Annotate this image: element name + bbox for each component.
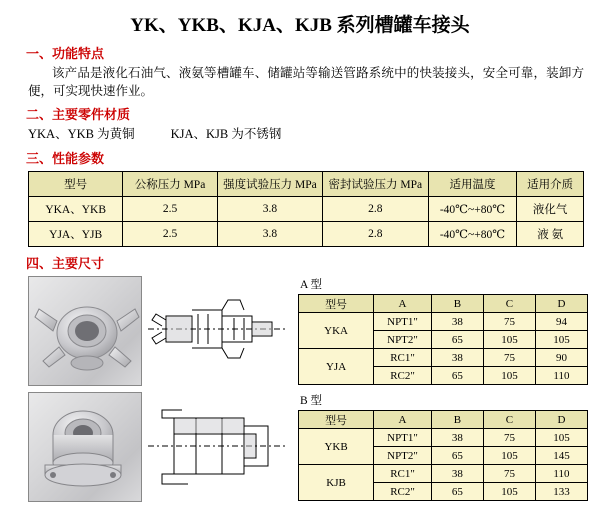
dim-b-cell: NPT1" (374, 429, 432, 447)
dim-a-cell: 110 (535, 367, 587, 385)
dim-b-cell: 75 (483, 465, 535, 483)
dim-b-model-cell: KJB (299, 465, 374, 501)
perf-cell: 液 氨 (517, 222, 584, 247)
section-heading-dimensions: 四、主要尺寸 (26, 256, 105, 271)
perf-header-cell: 密封试验压力 MPa (323, 172, 428, 197)
dim-a-cell: NPT2" (374, 331, 432, 349)
perf-header-cell: 公称压力 MPa (123, 172, 217, 197)
dim-a-header-cell: C (483, 295, 535, 313)
dim-b-cell: 65 (431, 447, 483, 465)
coupling-drawing-a-graphic (148, 276, 288, 384)
dim-b-cell: 65 (431, 483, 483, 501)
dim-b-cell: 38 (431, 429, 483, 447)
coupling-photo-a-graphic (29, 277, 141, 385)
dim-a-cell: 38 (431, 313, 483, 331)
section-heading-performance: 三、性能参数 (26, 151, 105, 166)
table-row (299, 349, 588, 367)
dim-b-model-cell: YKB (299, 429, 374, 465)
dim-a-model-cell: YKA (299, 313, 374, 349)
photo-type-b (28, 392, 142, 502)
dim-b-cell: 133 (535, 483, 587, 501)
dim-b-cell: RC2" (374, 483, 432, 501)
dimension-table-b (298, 410, 588, 501)
perf-cell: 2.8 (323, 222, 428, 247)
dim-a-cell: 75 (483, 313, 535, 331)
page-title: YK、YKB、KJA、KJB 系列槽罐车接头 (130, 15, 470, 36)
perf-header-cell: 强度试验压力 MPa (217, 172, 322, 197)
dim-b-cell: 110 (535, 465, 587, 483)
dim-a-cell: 105 (535, 331, 587, 349)
dim-b-cell: NPT2" (374, 447, 432, 465)
coupling-photo-b-graphic (29, 393, 141, 501)
dim-b-cell: 75 (483, 429, 535, 447)
perf-cell: 3.8 (217, 222, 322, 247)
dim-a-cell: 90 (535, 349, 587, 367)
dim-b-cell: 105 (483, 447, 535, 465)
drawing-type-a (148, 276, 288, 384)
dim-a-cell: 105 (483, 367, 535, 385)
perf-cell: 2.5 (123, 222, 217, 247)
dim-a-cell: RC2" (374, 367, 432, 385)
dim-a-cell: 65 (431, 367, 483, 385)
dim-b-cell: 105 (483, 483, 535, 501)
table-row (29, 197, 584, 222)
material-text-steel: KJA、KJB 为不锈钢 (170, 127, 282, 142)
table-header-row (29, 172, 584, 197)
dim-a-header-cell: A (374, 295, 432, 313)
dim-a-cell: 65 (431, 331, 483, 349)
dim-b-header-cell: B (431, 411, 483, 429)
section-heading-material: 二、主要零件材质 (26, 107, 131, 123)
material-text-brass: YKA、YKB 为黄铜 (28, 127, 135, 142)
dim-a-cell: 38 (431, 349, 483, 367)
dim-a-header-cell: 型号 (299, 295, 374, 313)
dim-table-a-label: A 型 (300, 279, 323, 291)
table-header-row (299, 411, 588, 429)
table-header-row (299, 295, 588, 313)
perf-cell: -40℃~+80℃ (428, 222, 517, 247)
dim-a-model-cell: YJA (299, 349, 374, 385)
table-row (29, 222, 584, 247)
dim-b-cell: 105 (535, 429, 587, 447)
perf-cell: 2.5 (123, 197, 217, 222)
dim-b-header-cell: D (535, 411, 587, 429)
dim-b-header-cell: C (483, 411, 535, 429)
performance-table (28, 171, 584, 247)
section-heading-features: 一、功能特点 (26, 46, 105, 61)
perf-cell: YJA、YJB (29, 222, 123, 247)
dimension-table-a (298, 294, 588, 385)
perf-cell: YKA、YKB (29, 197, 123, 222)
dimension-row-a (28, 276, 590, 386)
perf-cell: -40℃~+80℃ (428, 197, 517, 222)
dim-b-cell: 38 (431, 465, 483, 483)
dim-a-header-cell: D (535, 295, 587, 313)
dim-a-cell: 75 (483, 349, 535, 367)
document-page (0, 10, 600, 526)
perf-cell: 液化气 (517, 197, 584, 222)
dim-b-header-cell: 型号 (299, 411, 374, 429)
photo-type-a (28, 276, 142, 386)
perf-cell: 3.8 (217, 197, 322, 222)
perf-header-cell: 适用介质 (517, 172, 584, 197)
table-row (299, 429, 588, 447)
dimension-row-b (28, 392, 590, 502)
dim-b-header-cell: A (374, 411, 432, 429)
dim-a-header-cell: B (431, 295, 483, 313)
dim-a-cell: RC1" (374, 349, 432, 367)
material-line (28, 125, 590, 144)
dim-a-cell: NPT1" (374, 313, 432, 331)
dim-table-b-wrap (298, 392, 590, 501)
coupling-drawing-b-graphic (148, 392, 288, 500)
perf-cell: 2.8 (323, 197, 428, 222)
features-paragraph: 该产品是液化石油气、液氨等槽罐车、储罐站等输送管路系统中的快装接头，安全可靠，装卸方便，可实现快速作业。 (28, 66, 584, 99)
dim-table-a-wrap (298, 276, 590, 385)
table-row (299, 313, 588, 331)
dim-a-cell: 94 (535, 313, 587, 331)
perf-header-cell: 适用温度 (428, 172, 517, 197)
dim-b-cell: 145 (535, 447, 587, 465)
dimensions-content (10, 276, 590, 502)
dim-b-cell: RC1" (374, 465, 432, 483)
dim-table-b-label: B 型 (300, 395, 323, 407)
perf-header-cell: 型号 (29, 172, 123, 197)
dim-a-cell: 105 (483, 331, 535, 349)
drawing-type-b (148, 392, 288, 500)
table-row (299, 465, 588, 483)
